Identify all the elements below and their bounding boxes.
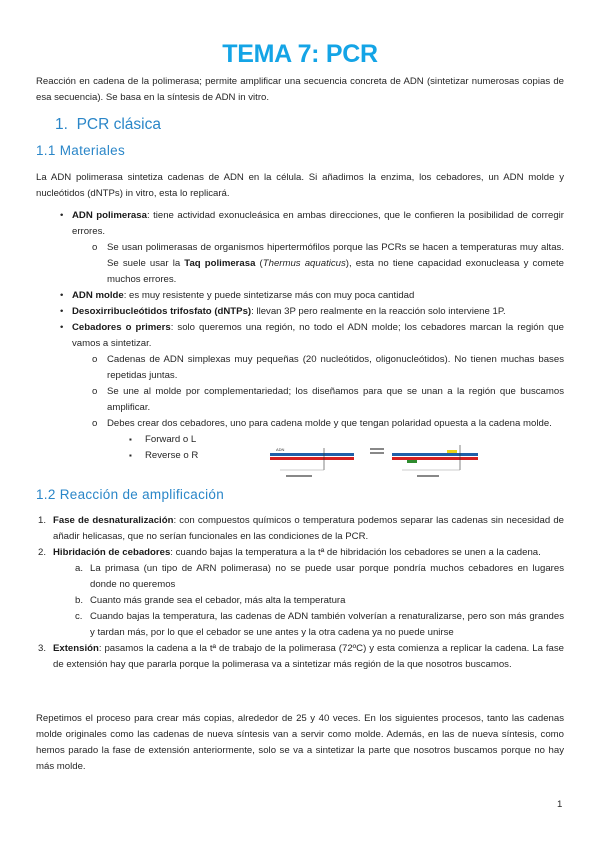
list-subitem-taq	[36, 240, 564, 288]
reaction-steps-list	[36, 513, 564, 673]
step-text: : con compuestos químicos o temperatura podemos separar las cadenas sin necesidad de añadir helicasas, que no serían funcionales en las condiciones de la PCR.	[53, 515, 565, 542]
intro-paragraph: Reacción en cadena de la polimerasa; permite amplificar una secuencia concreta de ADN (sintetizar numerosas copias de esa secuencia). Se basa en la síntesis de ADN in vitro.	[36, 76, 564, 103]
page-title: TEMA 7: PCR	[222, 40, 378, 68]
sub-marker: o	[92, 386, 98, 397]
square-marker: ▪	[129, 451, 132, 460]
subsection-heading-materiales: 1.1 Materiales	[36, 143, 125, 158]
materials-list	[36, 208, 564, 464]
step-number: 3.	[38, 643, 47, 654]
term: ADN polimerasa	[72, 210, 147, 221]
step-item	[36, 545, 564, 561]
term: Desoxirribucleótidos trifosfato (dNTPs)	[72, 306, 252, 317]
template-strand-top	[270, 453, 354, 456]
list-subitem	[36, 384, 564, 416]
materiales-paragraph: La ADN polimerasa sintetiza cadenas de ADN en la célula. Si añadimos la enzima, los cebadores, un ADN molde y nucleótidos (dNTPs) in vitro, esta lo replicará.	[36, 172, 564, 199]
primer-type-label: Reverse o R	[145, 450, 199, 461]
substep-letter: c.	[75, 611, 83, 622]
page-number: 1	[557, 799, 563, 810]
substep-text: Cuanto más grande sea el cebador, más alta la temperatura	[90, 595, 346, 606]
term: Cebadores o primers	[72, 322, 171, 333]
sub-marker: o	[92, 354, 98, 365]
bullet-marker: •	[60, 322, 64, 333]
bullet-marker: •	[60, 290, 64, 301]
description: : es muy resistente y puede sintetizarse más con muy poca cantidad	[123, 290, 415, 301]
step-term: Hibridación de cebadores	[53, 547, 171, 558]
substep-item	[36, 561, 564, 593]
step-item	[36, 641, 564, 673]
forward-primer	[447, 450, 457, 453]
closing-paragraph: Repetimos el proceso para crear más copias, alrededor de 25 y 40 veces. En los siguientes procesos, tanto las cadenas molde originales como las cadenas de nueva síntesis van a servir como molde. Además, en las de nueva síntesis, como hemos parado la fase de extensión anteriormente, solo se va a sintetizar la parte que nosotros buscamos porque no hay más molde.	[36, 713, 564, 772]
primer-type-label: Forward o L	[145, 434, 197, 445]
list-item-cebadores	[36, 320, 564, 352]
description: : llevan 3P pero realmente en la reacción solo interviene 1P.	[251, 306, 506, 317]
section-heading-pcr-clasica	[55, 114, 161, 136]
description: : tiene actividad exonucleásica en ambas direcciones, que le confieren la posibilidad de corregir errores.	[72, 210, 564, 237]
text: ), esta no tiene capacidad exonucleasa y comete muchos errores.	[107, 258, 564, 285]
substep-letter: b.	[75, 595, 84, 606]
text: Se usan polimerasas de organismos hipertermófilos porque las PCRs se hacen a temperaturas muy altas. Se suele usar la	[107, 242, 564, 269]
list-subitem	[36, 352, 564, 384]
subsection-heading-reaccion: 1.2 Reacción de amplificación	[36, 487, 225, 502]
term: Taq polimerasa	[184, 258, 256, 269]
dna-template-figure	[270, 447, 354, 477]
step-number: 2.	[38, 547, 47, 558]
reverse-primer	[407, 460, 417, 463]
list-item-adn-molde	[36, 288, 564, 304]
substep-text: Cuando bajas la temperatura, las cadenas de ADN también volverían a renaturalizarse, pero son más grandes y tardan más, por lo que el cebador se une antes y la otra cadena ya no puede unirse	[90, 611, 564, 638]
section-number: 1.	[55, 116, 68, 133]
strand-top	[392, 453, 478, 456]
bullet-marker: •	[60, 306, 64, 317]
step-text: : pasamos la cadena a la tª de trabajo de la polimerasa (72ºC) y esta comienza a replicar la cadena. La fase de extensión hay que pararla porque la polimerasa va a sintetizar más región de la que nosotros buscamos.	[53, 643, 564, 670]
step-term: Extensión	[53, 643, 99, 654]
substep-text: La primasa (un tipo de ARN polimerasa) no se puede usar porque pondría muchos cebadores en lugares donde no queremos	[90, 563, 564, 590]
section-title: PCR clásica	[76, 116, 161, 133]
list-item-adn-polimerasa	[36, 208, 564, 240]
svg-text:ADN: ADN	[276, 447, 285, 452]
primer-design-figure	[370, 445, 478, 477]
subitem-text: Cadenas de ADN simplexas muy pequeñas (20 nucleótidos, oligonucleótidos). No tienen muchas bases repetidas juntas.	[107, 354, 564, 381]
substep-item	[36, 609, 564, 641]
square-marker: ▪	[129, 435, 132, 444]
sub-marker: o	[92, 418, 98, 429]
species-name: Thermus aquaticus	[262, 258, 346, 269]
primer-design-diagram	[262, 440, 502, 482]
step-text: : cuando bajas la temperatura a la tª de hibridación los cebadores se unen a la cadena.	[170, 547, 541, 558]
text: (	[255, 258, 263, 269]
bullet-marker: •	[60, 210, 64, 221]
step-number: 1.	[38, 515, 47, 526]
substep-item	[36, 593, 564, 609]
list-subitem	[36, 416, 564, 432]
step-item	[36, 513, 564, 545]
step-term: Fase de desnaturalización	[53, 515, 174, 526]
subitem-text: Debes crear dos cebadores, uno para cadena molde y que tengan polaridad opuesta a la cadena molde.	[107, 418, 552, 429]
sub-marker: o	[92, 242, 98, 253]
substep-letter: a.	[75, 563, 84, 574]
subitem-text: Se une al molde por complementariedad; los diseñamos para que se unan a la región que buscamos amplificar.	[107, 386, 564, 413]
term: ADN molde	[72, 290, 124, 301]
strand-bottom	[392, 457, 478, 460]
list-item-dntps	[36, 304, 564, 320]
description: : solo queremos una región, no todo el ADN molde; los cebadores marcan la región que vamos a sintetizar.	[72, 322, 564, 349]
template-strand-bottom	[270, 457, 354, 460]
